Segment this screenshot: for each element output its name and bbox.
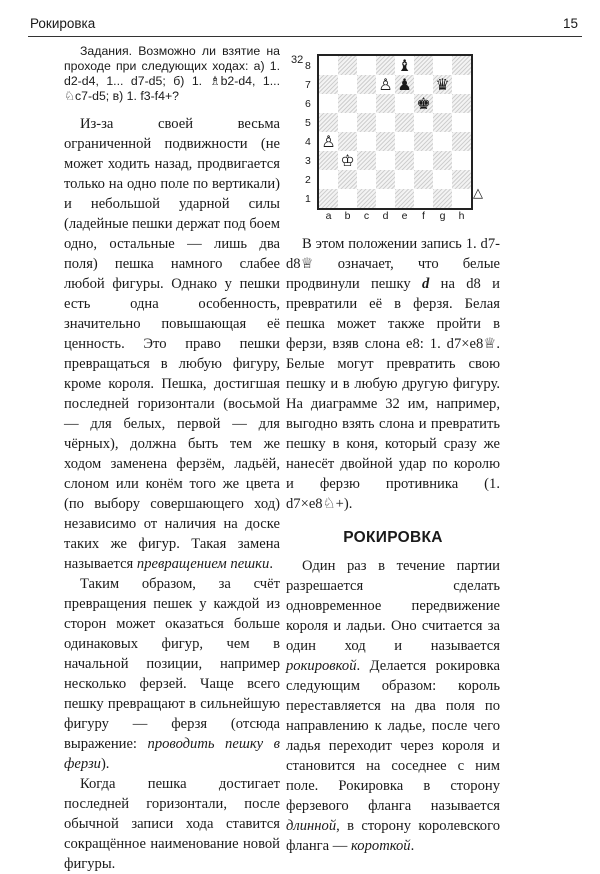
- square-f1: [414, 189, 433, 208]
- square-g3: [433, 151, 452, 170]
- square-b4: [338, 132, 357, 151]
- paragraph-text: на d8 и превратили её в ферзя. Белая пешка может также пройти в ферзи, взяв слона e8: 1. d7×e8♕. Белые могут превратить свою пешку и в любую другую фигуру. На диаграмме 32 им, например, выгодно взять слона и превратить пешку в коня, который сразу же нанесёт двойной удар по королю и ферзю противника (1. d7×e8♘+).: [286, 276, 500, 512]
- paragraph-text: Таким образом, за счёт превращения пешек у каждой из сторон может оказаться больше одинаковых фигур, чем в начальной позиции, например несколько ферзей. Чаще всего пешку превращают в сильнейшую фигуру — ферзя (отсюда выражение:: [64, 576, 280, 752]
- square-a6: [319, 94, 338, 113]
- square-e1: [395, 189, 414, 208]
- square-b3: [338, 151, 357, 170]
- paragraph-diagram-explanation: [286, 234, 500, 514]
- square-c4: [357, 132, 376, 151]
- square-b7: [338, 75, 357, 94]
- square-d4: [376, 132, 395, 151]
- square-c8: [357, 56, 376, 75]
- rank-label: 7: [305, 78, 311, 91]
- task-text: Возможно ли взятие на проходе при следующих ходах: а) 1. d2-d4, 1... d7-d5; б) 1. ♗b2-d4, 1... ♘c7-d5; в) 1. f3-f4+?: [64, 44, 280, 103]
- file-label: d: [382, 210, 389, 222]
- file-label: b: [344, 210, 351, 222]
- square-e3: [395, 151, 414, 170]
- square-c7: [357, 75, 376, 94]
- square-c2: [357, 170, 376, 189]
- square-a8: [319, 56, 338, 75]
- square-h8: [452, 56, 471, 75]
- square-g5: [433, 113, 452, 132]
- term-long-castling: длинной: [286, 818, 337, 834]
- paragraph-text: Когда пешка достигает последней горизонтали, после обычной записи хода ставится сокращённое наименование новой фигуры.: [64, 776, 280, 872]
- file-labels: [319, 210, 471, 222]
- right-column: [286, 234, 500, 856]
- diagram-number: 32: [291, 54, 304, 66]
- square-a1: [319, 189, 338, 208]
- square-c1: [357, 189, 376, 208]
- file-label: c: [363, 210, 370, 222]
- chess-diagram: [289, 52, 489, 222]
- rank-label: 5: [305, 116, 311, 129]
- square-f7: [414, 75, 433, 94]
- square-d5: [376, 113, 395, 132]
- square-g7: [433, 75, 452, 94]
- term-promote-queen: проводить пешку в ферзи: [64, 736, 280, 772]
- square-g8: [433, 56, 452, 75]
- square-h6: [452, 94, 471, 113]
- square-g4: [433, 132, 452, 151]
- square-f6: [414, 94, 433, 113]
- square-f8: [414, 56, 433, 75]
- square-a7: [319, 75, 338, 94]
- square-e7: [395, 75, 414, 94]
- rank-label: 2: [305, 173, 311, 186]
- square-e5: [395, 113, 414, 132]
- square-b2: [338, 170, 357, 189]
- square-d3: [376, 151, 395, 170]
- chess-board: [317, 54, 473, 210]
- rank-labels: [305, 56, 315, 208]
- rank-label: 8: [305, 59, 311, 72]
- square-e4: [395, 132, 414, 151]
- square-h2: [452, 170, 471, 189]
- rank-label: 1: [305, 192, 311, 205]
- square-c3: [357, 151, 376, 170]
- paragraph-castling: [286, 556, 500, 856]
- square-d6: [376, 94, 395, 113]
- white-to-move-icon: △: [473, 186, 483, 201]
- file-label: a: [325, 210, 332, 222]
- term-promotion: превращением пешки: [136, 556, 270, 572]
- paragraph-text: Из-за своей весьма ограниченной подвижности (не может ходить назад, продвигается только на одно поле по вертикали) и небольшой ударной силы (ладейные пешки держат под боем одно, остальные — лишь два поля) пешка намного слабее любой фигуры. Однако у пешки есть одна особенность, значительно повышающая её ценность. Это право пешки превращаться в любую фигуру, кроме короля. Пешка, достигшая последней горизонтали (восьмой — для белых, первой — для чёрных), должна быть тем же ходом заменена ферзём, ладьёй, слоном или конём того же цвета (по выбору совершающего ход) независимо от наличия на доске таких же фигур. Такая замена называется: [64, 116, 280, 572]
- page-number: 15: [562, 16, 578, 31]
- term-castling: рокировкой: [286, 658, 357, 674]
- square-d8: [376, 56, 395, 75]
- chess-piece: ♙: [378, 74, 393, 94]
- square-a2: [319, 170, 338, 189]
- chess-piece: ♚: [416, 93, 431, 113]
- square-c6: [357, 94, 376, 113]
- square-d2: [376, 170, 395, 189]
- square-h5: [452, 113, 471, 132]
- square-e8: [395, 56, 414, 75]
- square-e2: [395, 170, 414, 189]
- file-label: f: [422, 210, 425, 222]
- chess-piece: ♙: [321, 131, 336, 151]
- square-h7: [452, 75, 471, 94]
- square-f3: [414, 151, 433, 170]
- paragraph-notation: [64, 774, 280, 874]
- file-label: h: [458, 210, 465, 222]
- square-b5: [338, 113, 357, 132]
- paragraph-text: .: [410, 838, 415, 854]
- square-c5: [357, 113, 376, 132]
- square-f5: [414, 113, 433, 132]
- square-f2: [414, 170, 433, 189]
- rank-label: 4: [305, 135, 311, 148]
- chess-piece: ♝: [397, 55, 412, 75]
- square-h4: [452, 132, 471, 151]
- chess-piece: ♛: [435, 74, 450, 94]
- chess-piece: ♔: [340, 150, 355, 170]
- paragraph-text: Один раз в течение партии разрешается сделать одновременное передвижение короля и ладьи. Оно считается за один ход и называется: [286, 558, 500, 654]
- file-label: e: [401, 210, 408, 222]
- square-b6: [338, 94, 357, 113]
- square-h3: [452, 151, 471, 170]
- paragraph-multiple-queens: Таким образом, за счёт превращения пешек у каждой из сторон может оказаться больше одинаковых фигур, чем в начальной позиции, например несколько ферзей. Чаще всего пешку превращают в сильнейшую фигуру — ферзя (отсюда выражение: проводить пешку в ферзи).: [64, 576, 280, 772]
- rank-label: 6: [305, 97, 311, 110]
- running-title: Рокировка: [30, 16, 96, 31]
- term-short-castling: короткой: [351, 838, 411, 854]
- square-a4: [319, 132, 338, 151]
- chess-piece: ♟: [397, 74, 412, 94]
- square-a5: [319, 113, 338, 132]
- square-h1: [452, 189, 471, 208]
- paragraph-text: В этом положении запись 1. d7-d8♕ означает, что белые продвинули пешку: [286, 236, 500, 292]
- pawn-file-d: d: [422, 276, 430, 292]
- section-title-castling: РОКИРОВКА: [343, 529, 443, 546]
- square-b8: [338, 56, 357, 75]
- square-g2: [433, 170, 452, 189]
- square-b1: [338, 189, 357, 208]
- task-label: Задания.: [80, 44, 133, 58]
- square-g6: [433, 94, 452, 113]
- square-a3: [319, 151, 338, 170]
- rank-label: 3: [305, 154, 311, 167]
- task-paragraph: [64, 44, 280, 104]
- file-label: g: [439, 210, 446, 222]
- square-f4: [414, 132, 433, 151]
- paragraph-text: , в сторону королевского фланга —: [286, 818, 500, 854]
- running-header: [28, 14, 582, 37]
- square-d7: [376, 75, 395, 94]
- square-e6: [395, 94, 414, 113]
- paragraph-pawn-promotion: Из-за своей весьма ограниченной подвижности (не может ходить назад, продвигается только на одно поле по вертикали) и небольшой ударной силы (ладейные пешки держат под боем одно, остальные — лишь два поля) пешка намного слабее любой фигуры. Однако у пешки есть одна особенность, значительно повышающая её ценность. Это право пешки превращаться в любую фигуру, кроме короля. Пешка, достигшая последней горизонтали (восьмой — для белых, первой — для чёрных), должна быть тем же ходом заменена ферзём, ладьёй, слоном или конём того же цвета (по выбору совершающего ход) независимо от наличия на доске таких же фигур. Такая замена называется превращением пешки.: [64, 116, 280, 572]
- square-d1: [376, 189, 395, 208]
- paragraph-text: . Делается рокировка следующим образом: король переставляется на два поля по направлению к ладье, после чего ладья переходит через короля и становится на соседнее с ним поле. Рокировка в сторону ферзевого фланга называется: [286, 658, 500, 814]
- square-g1: [433, 189, 452, 208]
